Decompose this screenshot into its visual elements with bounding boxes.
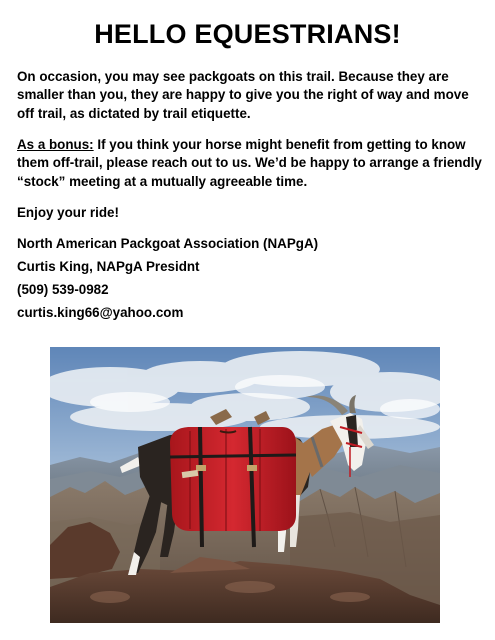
bonus-paragraph: [17, 136, 482, 191]
bonus-text: If you think your horse might benefit from getting to know them off-trail, please reach out to us. We’d be happy to arrange a friendly “stock” meeting at a mutually agreeable time.: [17, 137, 482, 189]
contact-email: curtis.king66@yahoo.com: [17, 305, 184, 320]
contact-person: Curtis King, NAPgA Presidnt: [17, 259, 200, 274]
page-title: HELLO EQUESTRIANS!: [94, 19, 401, 49]
bonus-label: As a bonus:: [17, 137, 94, 152]
trail-notice-paragraph: On occasion, you may see packgoats on this trail. Because they are smaller than you, they are happy to give you the right of way and move off trail, as dictated by trail etiquette.: [17, 69, 469, 121]
contact-phone: (509) 539-0982: [17, 282, 109, 297]
organization-name: North American Packgoat Association (NAPgA): [17, 236, 319, 251]
packgoat-photo: [50, 347, 440, 623]
closing-line: Enjoy your ride!: [17, 205, 119, 220]
